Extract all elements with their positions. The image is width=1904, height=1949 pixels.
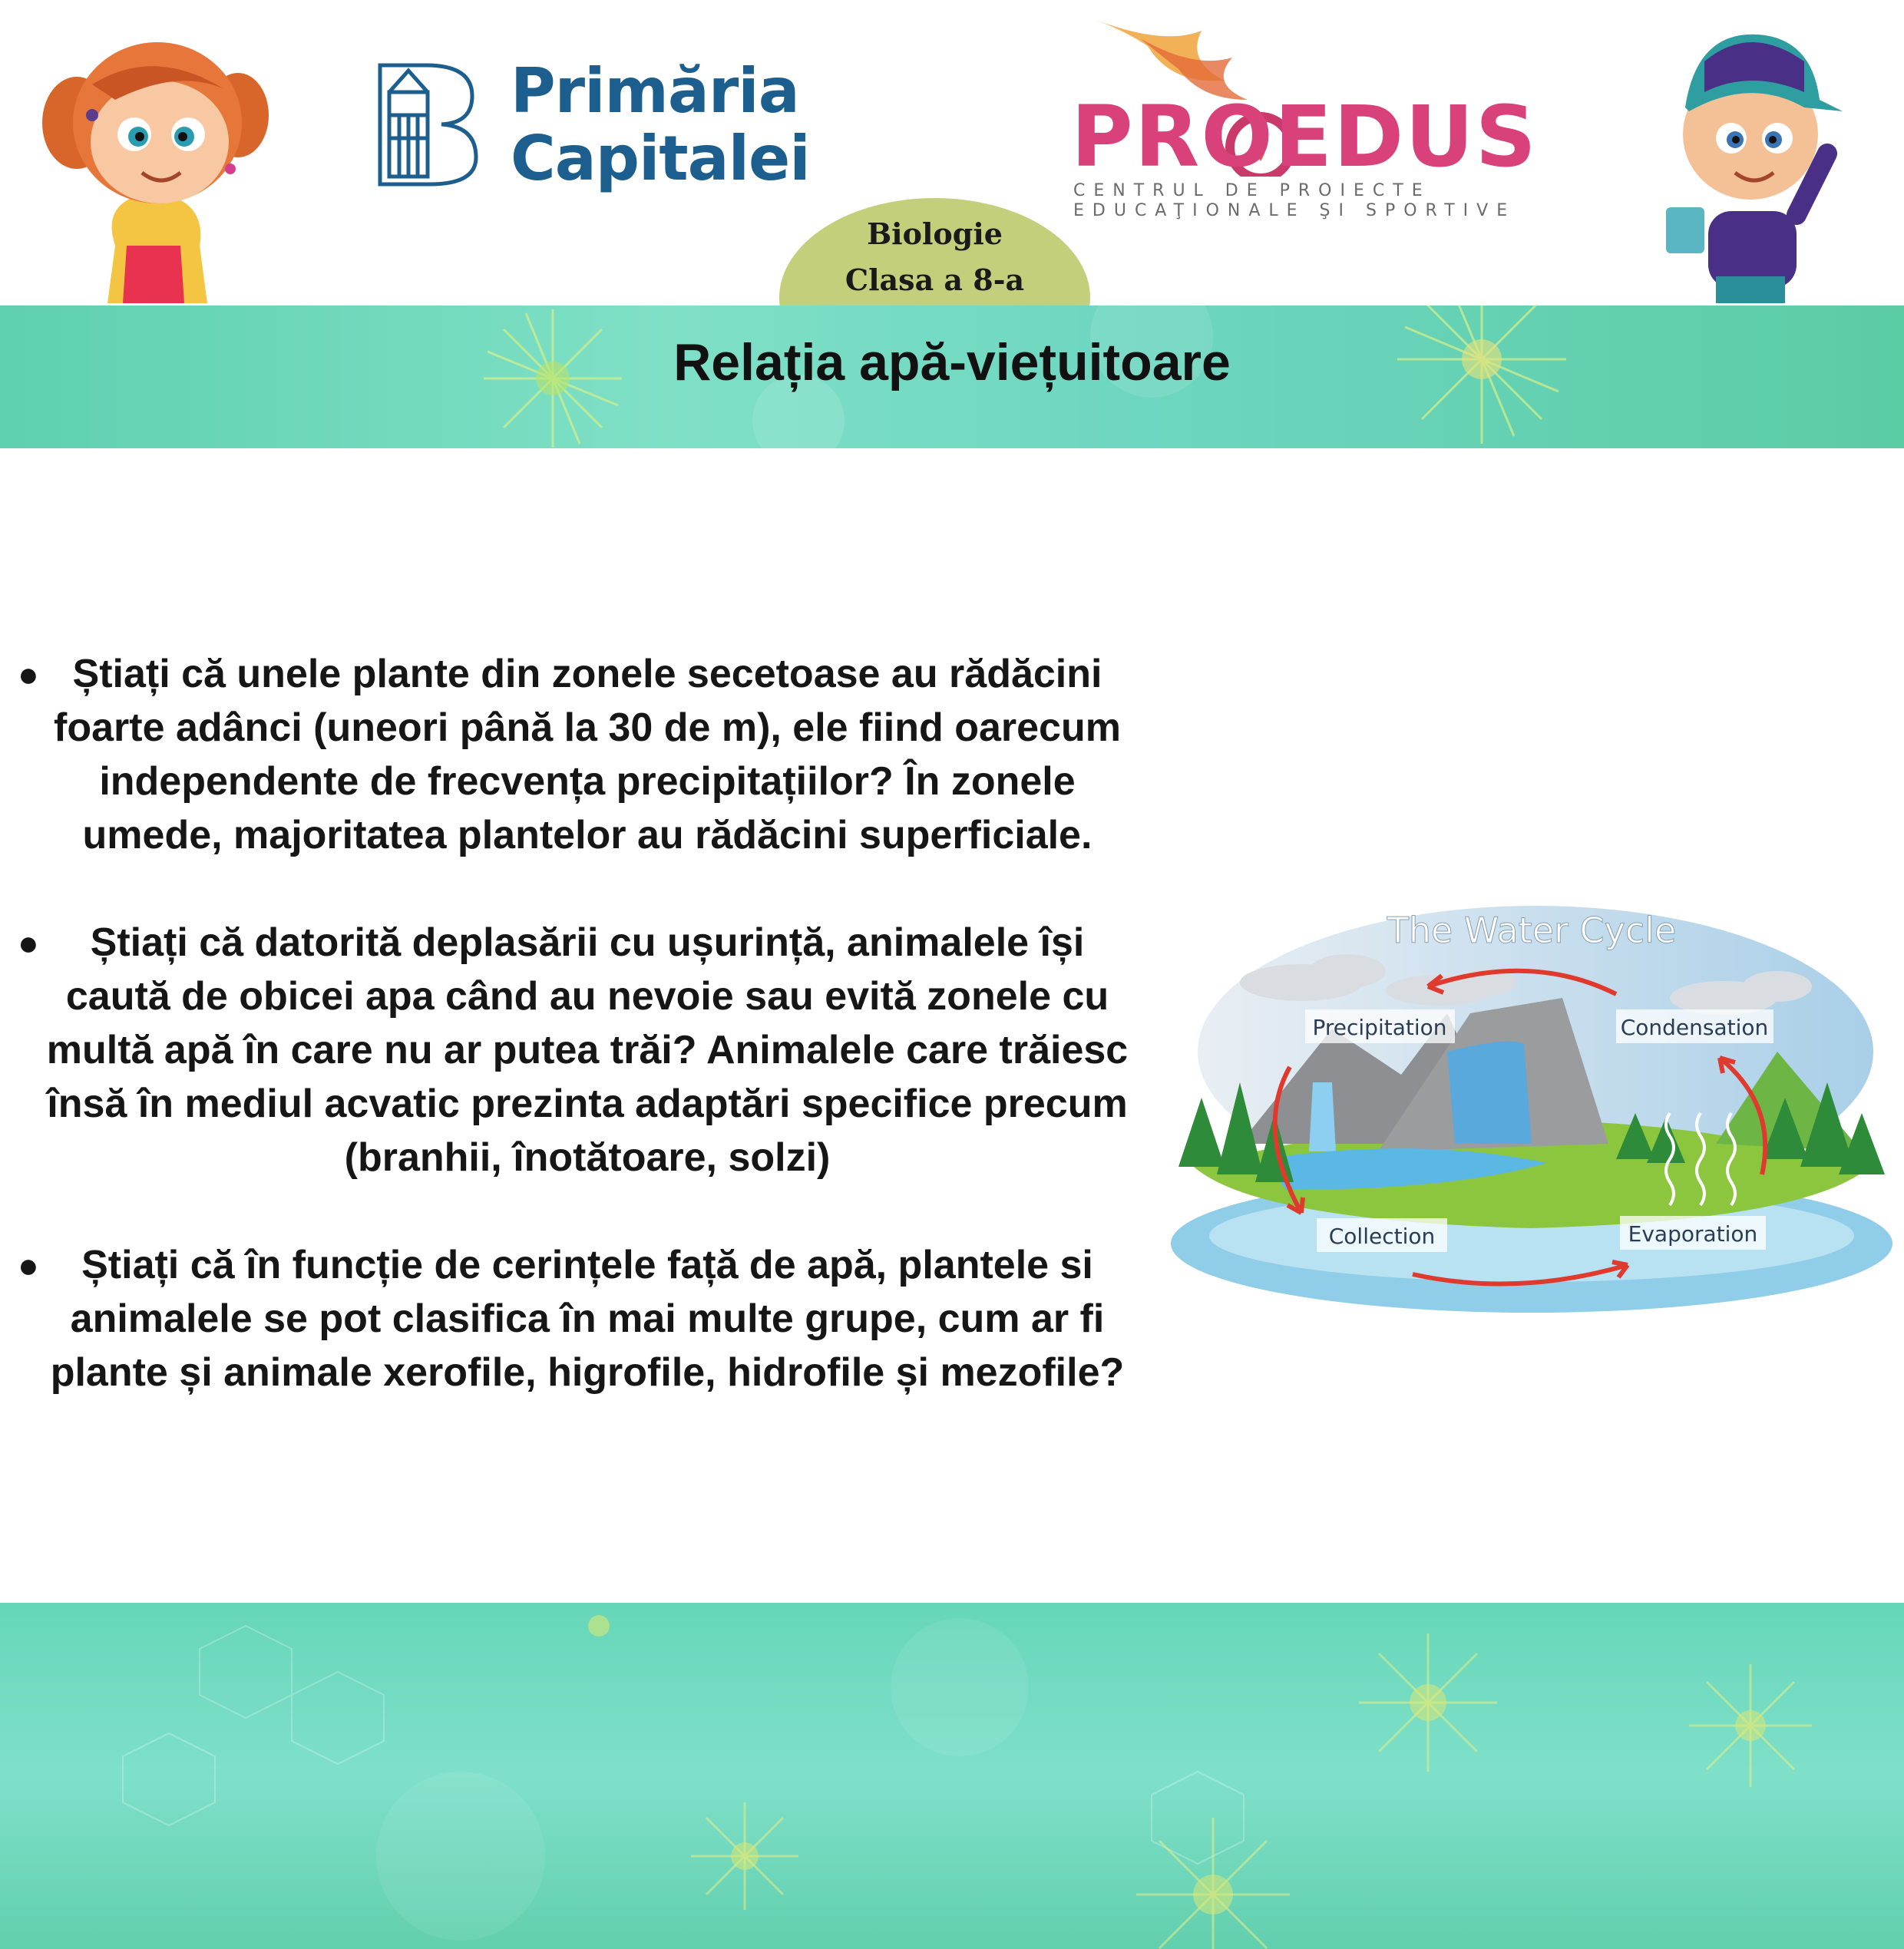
condensation-label: Condensation	[1620, 1015, 1769, 1040]
fact-item	[12, 647, 1163, 862]
bullet-dot-icon: ●	[18, 654, 39, 694]
footer-pollen-decoration	[0, 1603, 1904, 1949]
evaporation-label: Evaporation	[1628, 1221, 1758, 1247]
grade-label: Clasa a 8-a	[845, 263, 1025, 297]
girl-mascot	[23, 15, 284, 303]
fact-line: Știați că datorită deplasării cu ușurință, animalele își	[90, 920, 1085, 965]
primaria-capitalei-logo-icon	[372, 61, 480, 188]
water-cycle-title: The Water Cycle	[1387, 910, 1677, 951]
bullet-dot-icon: ●	[18, 923, 39, 963]
primaria-capitalei-name	[511, 55, 810, 194]
subject-badge-text	[779, 211, 1090, 303]
proedus-subtitle-1: CENTRUL DE PROIECTE	[1073, 181, 1431, 200]
proedus-subtitle-2: EDUCAŢIONALE ŞI SPORTIVE	[1073, 201, 1516, 220]
fact-item	[12, 1238, 1163, 1399]
fact-line: (branhii, înotătoare, solzi)	[344, 1135, 831, 1180]
proedus-wordmark: PROEDUS	[1071, 88, 1538, 186]
fact-line: caută de obicei apa când au nevoie sau evită zonele cu	[65, 974, 1109, 1019]
primaria-line: Primăria	[511, 55, 799, 127]
water-cycle-illustration	[1148, 898, 1900, 1316]
fact-line: Știați că unele plante din zonele secetoase au rădăcini	[72, 652, 1102, 696]
fact-line: umede, majoritatea plantelor au rădăcini superficiale.	[82, 813, 1092, 857]
fact-line: însă în mediul acvatic prezinta adaptări specifice precum	[47, 1082, 1128, 1126]
footer-decoration	[0, 1603, 1904, 1949]
precipitation-label: Precipitation	[1312, 1015, 1447, 1040]
fact-item	[12, 916, 1163, 1184]
capitalei-line: Capitalei	[511, 123, 810, 194]
fact-line: plante și animale xerofile, higrofile, hidrofile și mezofile?	[50, 1350, 1125, 1395]
fact-line: multă apă în care nu ar putea trăi? Animalele care trăiesc	[46, 1028, 1129, 1072]
waterfall	[1447, 1042, 1532, 1144]
fact-line: independente de frecvența precipitațiilor? În zonele	[99, 759, 1076, 804]
fact-line: Știați că în funcție de cerințele față de apă, plantele si	[81, 1243, 1093, 1287]
bullet-dot-icon: ●	[18, 1245, 39, 1285]
facts-list	[12, 647, 1163, 1453]
subject-label: Biologie	[867, 216, 1003, 251]
collection-label: Collection	[1328, 1224, 1436, 1249]
boy-mascot	[1651, 15, 1843, 303]
page-title: Relația apă-viețuitoare	[673, 333, 1231, 391]
fact-line: foarte adânci (uneori până la 30 de m), ele fiind oarecum	[54, 705, 1121, 750]
fact-line: animalele se pot clasifica în mai multe grupe, cum ar fi	[70, 1297, 1105, 1341]
